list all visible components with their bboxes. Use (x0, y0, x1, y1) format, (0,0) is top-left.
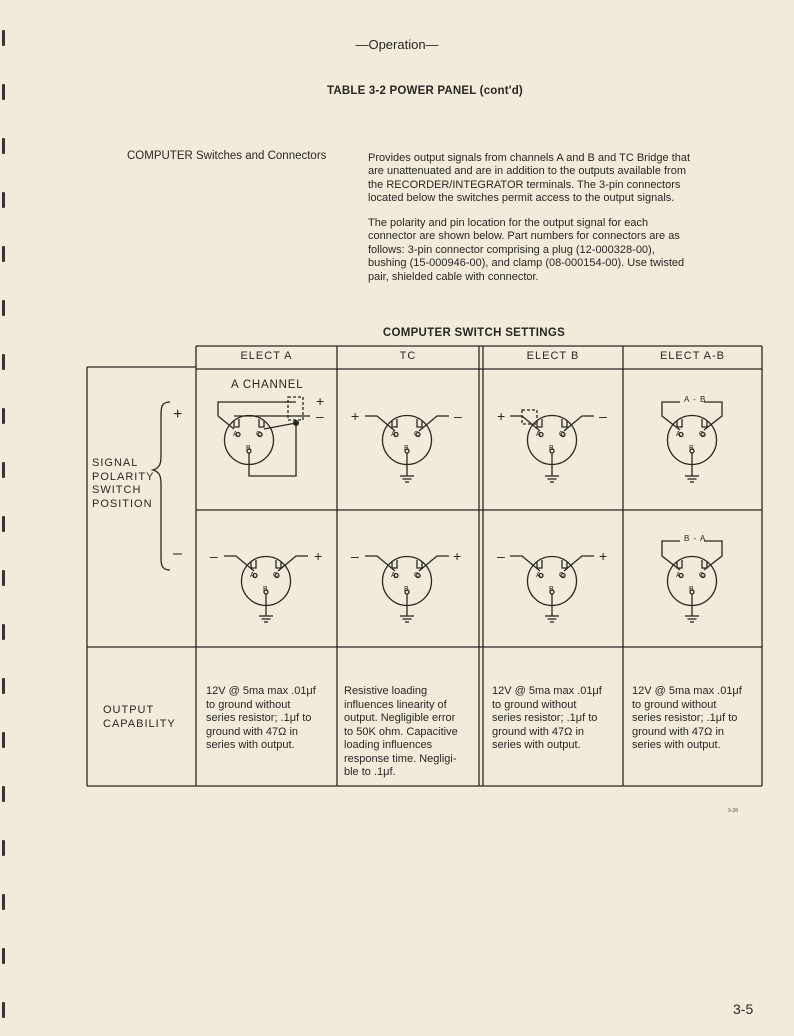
pin-label-b: B (263, 586, 269, 593)
pin-label-b: B (404, 445, 410, 452)
connector-elect-ab-plus (662, 402, 722, 482)
text-line: are unattenuated and are in addition to the outputs available from (368, 165, 687, 178)
pin-label-b: B (689, 586, 695, 593)
cell-line: 12V @ 5ma max .01μf (206, 685, 316, 697)
a-channel-label: A CHANNEL (231, 379, 304, 391)
pin-label-b: B (549, 445, 555, 452)
cell-line: ground with 47Ω in (492, 725, 585, 738)
a-minus-b-label: A - B (684, 395, 707, 404)
pin-label-c: C (699, 572, 705, 579)
cell-line: to 50K ohm. Capacitive (344, 725, 458, 738)
cell-line: influences linearity of (344, 698, 447, 711)
connector-elect-ab-minus (662, 541, 722, 622)
cell-line: response time. Negligi- (344, 752, 457, 765)
cell-line: series resistor; .1μf to (492, 712, 598, 724)
pin-label-a: A (536, 431, 542, 438)
pin-label-a: A (391, 431, 397, 438)
cell-line: 12V @ 5ma max .01μf (632, 685, 742, 697)
column-header-elect-ab: ELECT A-B (659, 350, 726, 362)
pin-label-b: B (246, 445, 252, 452)
pin-label-c: C (273, 572, 279, 579)
pin-label-c: C (256, 431, 262, 438)
pin-label-b: B (404, 586, 410, 593)
text-line: pair, shielded cable with connector. (368, 270, 539, 283)
cell-line: series with output. (206, 739, 295, 751)
pin-label-b: B (689, 445, 695, 452)
pin-label-c: C (559, 431, 565, 438)
text-line: bushing (15-000946-00), and clamp (08-000154-00). Use twisted (368, 257, 685, 270)
text-line: follows: 3-pin connector comprising a plug (12-000328-00), (368, 243, 655, 256)
pin-label-a: A (391, 572, 397, 579)
terminal-minus: – (210, 548, 218, 564)
text-line: connector are shown below. Part numbers for connectors are as (368, 230, 680, 243)
row-label-line: SWITCH (92, 484, 142, 496)
cell-line: output. Negligible error (344, 712, 456, 724)
pin-label-a: A (536, 572, 542, 579)
column-header-elect-b: ELECT B (526, 350, 580, 362)
cell-line: to ground without (632, 698, 717, 711)
switch-settings-title: COMPUTER SWITCH SETTINGS (382, 327, 566, 339)
pin-label-a: A (250, 572, 256, 579)
row-label-line: POLARITY (92, 470, 155, 483)
b-minus-a-label: B - A (684, 534, 707, 543)
table-title: TABLE 3-2 POWER PANEL (cont'd) (327, 85, 523, 97)
cell-line: series resistor; .1μf to (632, 712, 738, 724)
output-capability-elect-a (206, 685, 316, 753)
column-header-elect-a: ELECT A (240, 350, 293, 362)
output-capability-elect-b (492, 685, 602, 753)
cell-line: ble to .1μf. (344, 766, 396, 778)
cell-line: series resistor; .1μf to (206, 712, 312, 724)
terminal-minus: – (351, 548, 359, 564)
terminal-minus: – (497, 548, 505, 564)
connector-elect-a-plus (218, 397, 310, 476)
text-line: the RECORDER/INTEGRATOR terminals. The 3-pin connectors (368, 178, 681, 191)
terminal-plus: + (314, 548, 323, 564)
terminal-plus: + (316, 393, 325, 409)
cell-line: 12V @ 5ma max .01μf (492, 685, 602, 697)
cell-line: Resistive loading (344, 685, 428, 697)
cell-line: ground with 47Ω in (206, 725, 299, 738)
page-number: 3-5 (733, 1001, 754, 1017)
pin-label-c: C (699, 431, 705, 438)
polarity-plus-sign: + (173, 406, 183, 423)
page-header: —Operation— (355, 37, 439, 52)
row-label-line: OUTPUT (103, 704, 155, 716)
polarity-minus-sign: – (173, 545, 182, 562)
pin-label-c: C (559, 572, 565, 579)
terminal-plus: + (453, 548, 462, 564)
pin-label-a: A (676, 572, 682, 579)
text-line: located below the switches permit access to the output signals. (368, 192, 675, 205)
row-label-line: SIGNAL (92, 457, 139, 469)
text-line: Provides output signals from channels A and B and TC Bridge that (368, 152, 691, 164)
terminal-plus: + (351, 408, 360, 424)
row-label-polarity (92, 457, 154, 511)
cell-line: ground with 47Ω in (632, 725, 725, 738)
row-label-line: POSITION (92, 497, 153, 510)
pin-label-c: C (414, 431, 420, 438)
text-line: The polarity and pin location for the output signal for each (368, 217, 649, 229)
pin-label-a: A (676, 431, 682, 438)
pin-label-b: B (549, 586, 555, 593)
cell-line: series with output. (492, 739, 581, 751)
terminal-minus: – (316, 408, 324, 424)
column-header-tc: TC (399, 350, 417, 362)
cell-line: loading influences (344, 739, 433, 751)
terminal-plus: + (497, 408, 506, 424)
output-capability-tc (344, 685, 458, 780)
terminal-minus: – (454, 408, 462, 424)
pin-label-a: A (233, 431, 239, 438)
cell-line: to ground without (492, 698, 577, 711)
row-label-line: CAPABILITY (103, 717, 176, 730)
output-capability-elect-ab (632, 685, 742, 753)
pin-label-c: C (414, 572, 420, 579)
row-label-output (103, 704, 176, 731)
item-label: COMPUTER Switches and Connectors (127, 150, 327, 162)
figure-reference: 9-28 (728, 808, 739, 814)
terminal-minus: – (599, 408, 607, 424)
cell-line: to ground without (206, 698, 291, 711)
row-brace (153, 402, 170, 570)
cell-line: series with output. (632, 739, 721, 751)
terminal-plus: + (599, 548, 608, 564)
